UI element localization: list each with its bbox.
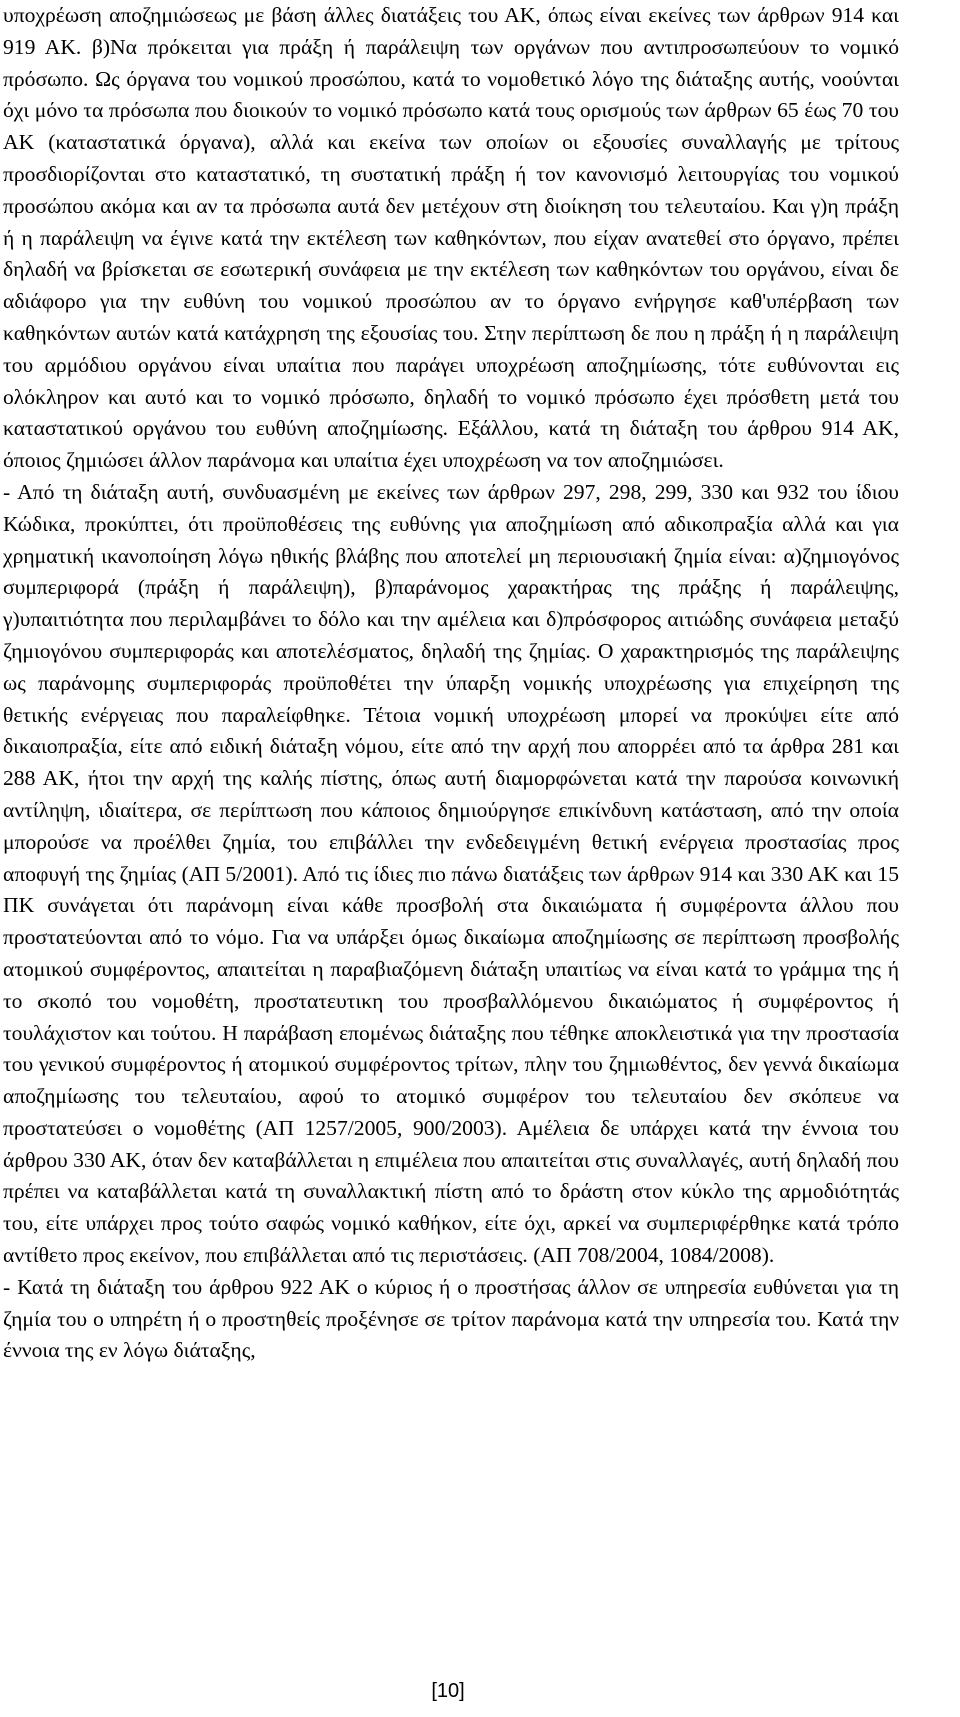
paragraph-3: - Κατά τη διάταξη του άρθρου 922 ΑΚ ο κύριος ή ο προστήσας άλλον σε υπηρεσία ευθύνεται για τη ζημία του ο υπηρέτη ή ο προστηθείς προξένησε σε τρίτον παράνομα κατά την υπηρεσία του. Κατά την έννοια της εν λόγω διάταξης, (3, 1274, 899, 1363)
paragraph-1: υποχρέωση αποζημιώσεως με βάση άλλες διατάξεις του ΑΚ, όπως είναι εκείνες των άρθρων 914 και 919 ΑΚ. β)Να πρόκειται για πράξη ή παράλειψη των οργάνων που αντιπροσωπεύουν το νομικό πρόσωπο. Ως όργανα του νομικού προσώπου, κατά το νομοθετικό λόγο της διάταξης αυτής, νοούνται όχι μόνο τα πρόσωπα που διοικούν το νομικό πρόσωπο κατά τους ορισμούς των άρθρων 65 έως 70 του ΑΚ (καταστατικά όργανα), αλλά και εκείνα των οποίων οι εξουσίες συναλλαγής με τρίτους προσδιορίζονται στο καταστατικό, τη συστατική πράξη ή τον κανονισμό λειτουργίας του νομικού προσώπου ακόμα και αν τα πρόσωπα αυτά δεν μετέχουν στη διοίκηση του τελευταίου. Και γ)η πράξη ή η παράλειψη να έγινε κατά την εκτέλεση των καθηκόντων, που είχαν ανατεθεί στο όργανο, πρέπει δηλαδή να βρίσκεται σε εσωτερική συνάφεια με την εκτέλεση των καθηκόντων του οργάνου, είναι δε αδιάφορο για την ευθύνη του νομικού προσώπου αν το όργανο ενήργησε καθ'υπέρβαση των καθηκόντων αυτών κατά κατάχρηση της εξουσίας του. Στην περίπτωση δε που η πράξη ή η παράλειψη του αρμόδιου οργάνου είναι υπαίτια που παράγει υποχρέωση αποζημίωσης, τότε ευθύνονται εις ολόκληρον και αυτό και το νομικό πρόσωπο, δηλαδή το νομικό πρόσωπο έχει πρόσθετη μετά του καταστατικού οργάνου του ευθύνη αποζημίωσης. Εξάλλου, κατά τη διάταξη του άρθρου 914 ΑΚ, όποιος ζημιώσει άλλον παράνομα και υπαίτια έχει υποχρέωση να τον αποζημιώσει. (3, 3, 899, 473)
document-body (3, 0, 899, 1367)
paragraph-2: - Από τη διάταξη αυτή, συνδυασμένη με εκείνες των άρθρων 297, 298, 299, 330 και 932 του ίδιου Κώδικα, προκύπτει, ότι προϋποθέσεις της ευθύνης για αποζημίωση από αδικοπραξία αλλά και για χρηματική ικανοποίηση λόγω ηθικής βλάβης που αποτελεί μη περιουσιακή ζημία είναι: α)ζημιογόνος συμπεριφορά (πράξη ή παράλειψη), β)παράνομος χαρακτήρας της πράξης ή παράλειψης, γ)υπαιτιότητα που περιλαμβάνει το δόλο και την αμέλεια και δ)πρόσφορος αιτιώδης συνάφεια μεταξύ ζημιογόνου συμπεριφοράς και αποτελέσματος, δηλαδή της ζημίας. Ο χαρακτηρισμός της παράλειψης ως παράνομης συμπεριφοράς προϋποθέτει την ύπαρξη νομικής υποχρέωσης για επιχείρηση της θετικής ενέργειας που παραλείφθηκε. Τέτοια νομική υποχρέωση μπορεί να προκύψει είτε από δικαιοπραξία, είτε από ειδική διάταξη νόμου, είτε από την αρχή που απορρέει από τα άρθρα 281 και 288 ΑΚ, ήτοι την αρχή της καλής πίστης, όπως αυτή διαμορφώνεται κατά την παρούσα κοινωνική αντίληψη, ιδιαίτερα, σε περίπτωση που κάποιος δημιούργησε επικίνδυνη κατάσταση, από την οποία μπορούσε να προέλθει ζημία, του επιβάλλει την ενδεδειγμένη θετική ενέργεια προστασίας προς αποφυγή της ζημίας (ΑΠ 5/2001). Από τις ίδιες πιο πάνω διατάξεις των άρθρων 914 και 330 ΑΚ και 15 ΠΚ συνάγεται ότι παράνομη είναι κάθε προσβολή στα δικαιώματα ή συμφέροντα άλλου που προστατεύονται από το νόμο. Για να υπάρξει όμως δικαίωμα αποζημίωσης σε περίπτωση προσβολής ατομικού συμφέροντος, απαιτείται η παραβιαζόμενη διάταξη υπαιτίως να είναι κατά το γράμμα της ή το σκοπό του νομοθέτη, προστατευτικη του προσβαλλόμενου δικαιώματος ή συμφέροντος ή τουλάχιστον και τούτου. Η παράβαση επομένως διάταξης που τέθηκε αποκλειστικά για την προστασία του γενικού συμφέροντος ή ατομικού συμφέροντος τρίτων, πλην του ζημιωθέντος, δεν γεννά δικαίωμα αποζημίωσης του τελευταίου, αφού το ατομικό συμφέρον του τελευταίου δεν σκόπευε να προστατεύσει ο νομοθέτης (ΑΠ 1257/2005, 900/2003). Αμέλεια δε υπάρχει κατά την έννοια του άρθρου 330 ΑΚ, όταν δεν καταβάλλεται η επιμέλεια που απαιτείται στις συναλλαγές, αυτή δηλαδή που πρέπει να καταβάλλεται κατά τη συναλλακτική πίστη από το δράστη στον κύκλο της αρμοδιότητάς του, είτε υπάρχει προς τούτο σαφώς νομικό καθήκον, είτε όχι, αρκεί να συμπεριφέρθηκε κατά τρόπο αντίθετο προς εκείνον, που επιβάλλεται από τις περιστάσεις. (ΑΠ 708/2004, 1084/2008). (3, 479, 899, 1268)
page-number: [10] (431, 1680, 465, 1702)
